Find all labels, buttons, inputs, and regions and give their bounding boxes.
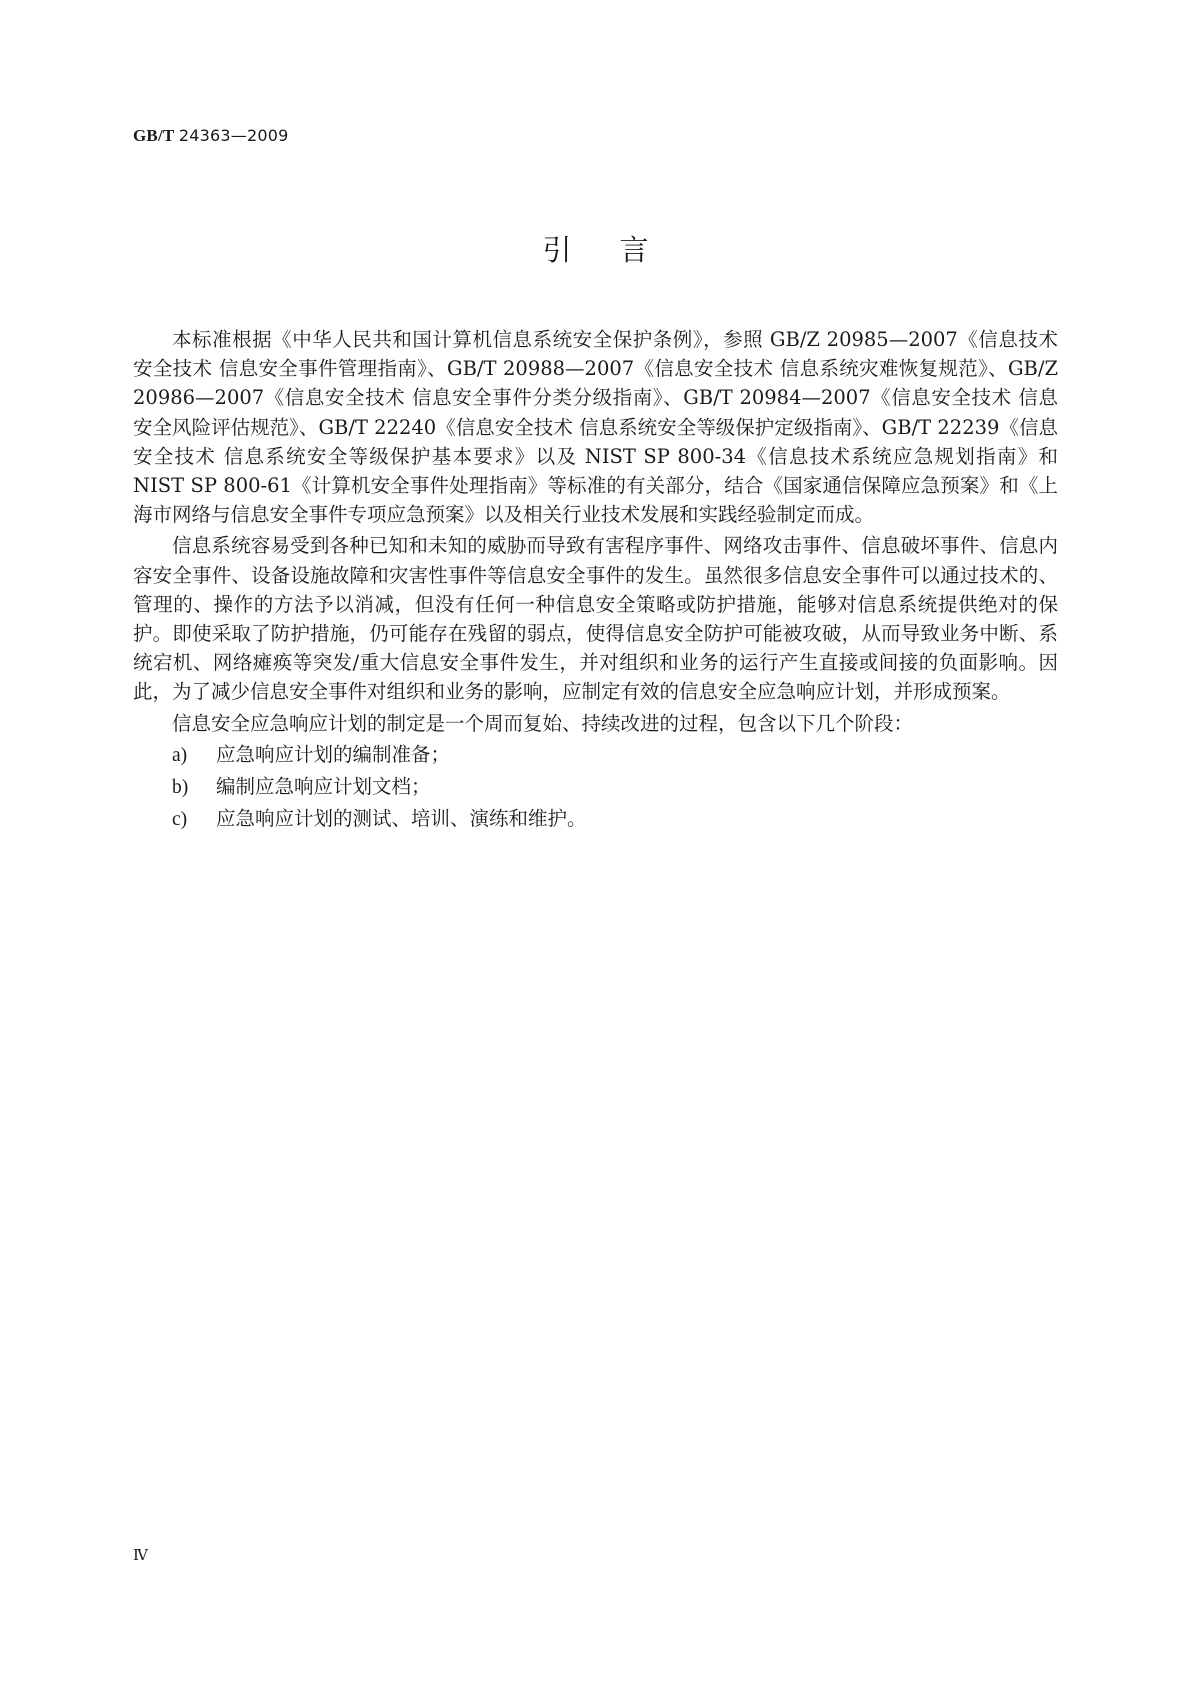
list-item: [133, 804, 1058, 834]
list-marker: a): [172, 744, 188, 766]
phase-list: [133, 740, 1058, 835]
list-item-text: 编制应急响应计划文档；: [216, 775, 431, 799]
list-item-text: 应急响应计划的测试、培训、演练和维护。: [216, 807, 587, 831]
list-item-text: 应急响应计划的编制准备；: [216, 742, 451, 766]
paragraph-process: 信息安全应急响应计划的制定是一个周而复始、持续改进的过程，包含以下几个阶段：: [172, 711, 914, 735]
paragraph-references: 本标准根据《中华人民共和国计算机信息系统安全保护条例》，参照 GB/Z 20985—2007《信息技术 安全技术 信息安全事件管理指南》、GB/T 20988—2007《信息安全技术 信息系统灾难恢复规范》、GB/Z 20986—2007《信息安全技术 信息安全事件分类分级指南》、GB/T 20984—2007《信息安全技术 信息安全风险评估规范》、GB/T 22240《信息安全技术 信息系统安全等级保护定级指南》、GB/T 22239《信息安全技术 信息系统安全等级保护基本要求》以及 NIST SP 800-34《信息技术系统应急规划指南》和 NIST SP 800-61《计算机安全事件处理指南》等标准的有关部分，结合《国家通信保障应急预案》和《上海市网络与信息安全事件专项应急预案》以及相关行业技术发展和实践经验制定而成。: [133, 328, 1058, 527]
standard-prefix: GB/T: [133, 126, 175, 145]
list-marker: c): [172, 809, 188, 831]
standard-code: [133, 126, 289, 146]
page-number: Ⅳ: [133, 1548, 148, 1564]
list-item: [133, 740, 1058, 770]
standard-number: 24363—2009: [178, 126, 289, 145]
list-item: [133, 772, 1058, 802]
list-marker: b): [172, 777, 189, 799]
document-body: [133, 325, 1058, 836]
paragraph-threats: 信息系统容易受到各种已知和未知的威胁而导致有害程序事件、网络攻击事件、信息破坏事件、信息内容安全事件、设备设施故障和灾害性事件等信息安全事件的发生。虽然很多信息安全事件可以通过技术的、管理的、操作的方法予以消减，但没有任何一种信息安全策略或防护措施，能够对信息系统提供绝对的保护。即使采取了防护措施，仍可能存在残留的弱点，使得信息安全防护可能被攻破，从而导致业务中断、系统宕机、网络瘫痪等突发/重大信息安全事件发生，并对组织和业务的运行产生直接或间接的负面影响。因此，为了减少信息安全事件对组织和业务的影响，应制定有效的信息安全应急响应计划，并形成预案。: [133, 534, 1058, 704]
page-title: 引言: [542, 233, 697, 267]
